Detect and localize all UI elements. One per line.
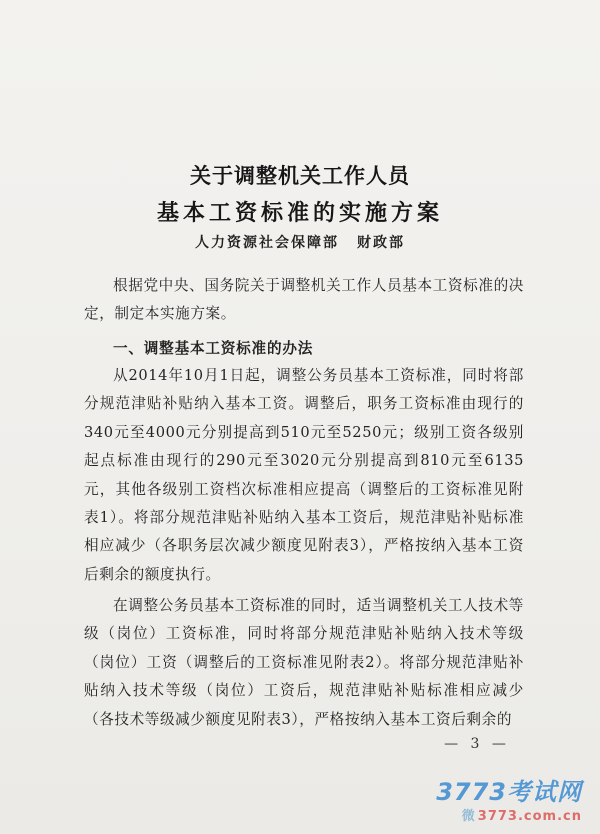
site-watermark — [422, 772, 582, 826]
watermark-brand: 3773考试网 — [436, 778, 582, 806]
watermark-hint: 微 — [461, 809, 476, 824]
issuing-departments — [0, 232, 600, 252]
watermark-domain-line — [462, 805, 582, 824]
page-number: — 3 — — [444, 736, 510, 752]
intro-paragraph — [84, 272, 524, 329]
watermark-domain: 3773.com.cn — [477, 809, 582, 824]
issuer-ministry-finance: 财政部 — [357, 235, 405, 251]
section-1-heading: 一、调整基本工资标准的办法 — [113, 340, 314, 357]
body-paragraph-1 — [84, 362, 524, 589]
document-title-line-1: 关于调整机关工作人员 — [190, 163, 410, 188]
paragraph-1-text: 从2014年10月1日起，调整公务员基本工资标准，同时将部分规范津贴补贴纳入基本工资。调整后，职务工资标准由现行的340元至4000元分别提高到510元至5250元；级别工资各级别起点标准由现行的290元至3020元分别提高到810元至6135元，其他各级别工资档次标准相应提高（调整后的工资标准见附表1）。将部分规范津贴补贴纳入基本工资后，规范津贴补贴标准相应减少（各职务层次减少额度见附表3），严格按纳入基本工资后剩余的额度执行。 — [84, 367, 524, 583]
document-title-line-2: 基本工资标准的实施方案 — [156, 200, 443, 226]
intro-text: 根据党中央、国务院关于调整机关工作人员基本工资标准的决定，制定本实施方案。 — [84, 277, 524, 323]
section-heading — [84, 335, 524, 363]
issuer-ministry-hrss: 人力资源社会保障部 — [195, 235, 339, 251]
paragraph-2-text: 在调整公务员基本工资标准的同时，适当调整机关工人技术等级（岗位）工资标准，同时将部分规范津贴补贴纳入技术等级（岗位）工资（调整后的工资标准见附表2）。将部分规范津贴补贴纳入技术等级（岗位）工资后，规范津贴补贴标准相应减少（各技术等级减少额度见附表3），严格按纳入基本工资后剩余的 — [84, 597, 524, 728]
body-paragraph-2 — [84, 592, 524, 734]
